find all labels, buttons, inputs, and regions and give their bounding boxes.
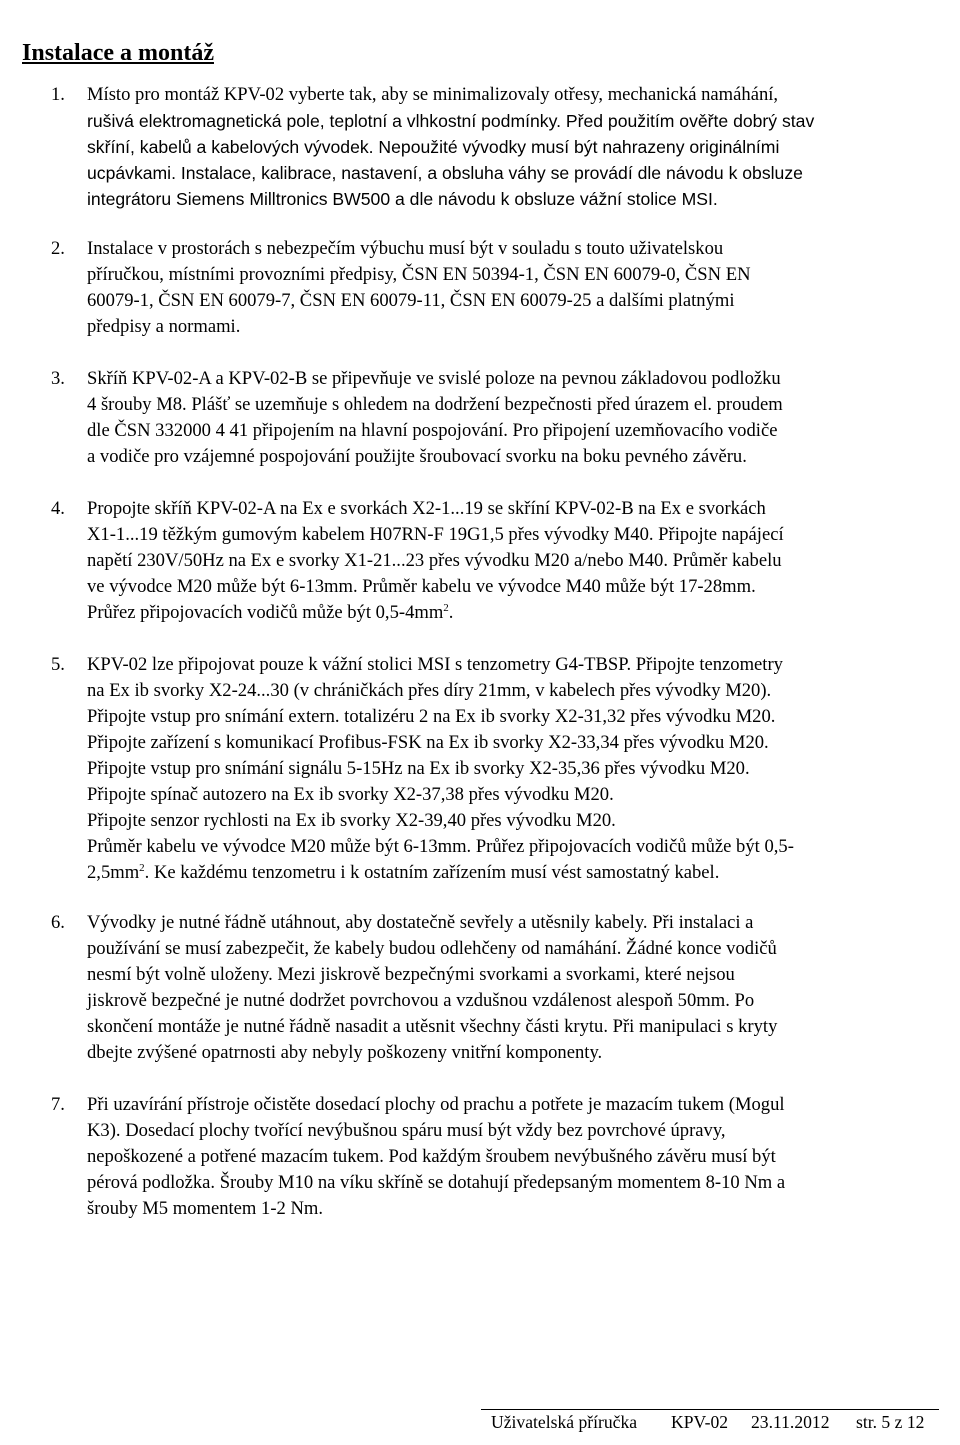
- item-line: nesmí být volně uloženy. Mezi jiskrově bezpečnými svorkami a svorkami, které nejsou: [87, 964, 735, 985]
- superscript: 2: [139, 862, 145, 874]
- list-item-2: [51, 236, 931, 340]
- item-line: Připojte vstup pro snímání extern. totalizéru 2 na Ex ib svorky X2-31,32 přes vývodku M20.: [87, 706, 776, 727]
- item-line: Vývodky je nutné řádně utáhnout, aby dostatečně sevřely a utěsnily kabely. Při instalaci a: [87, 912, 754, 933]
- item-number: 1.: [51, 84, 65, 105]
- item-line: rušivá elektromagnetická pole, teplotní a vlhkostní podmínky. Před použitím ověřte dobrý stav: [87, 111, 815, 131]
- item-line: napětí 230V/50Hz na Ex e svorky X1-21...23 přes vývodku M20 a/nebo M40. Průměr kabelu: [87, 550, 782, 571]
- item-line: Při uzavírání přístroje očistěte dosedací plochy od prachu a potřete je mazacím tukem (Mogul: [87, 1094, 785, 1115]
- item-line: šrouby M5 momentem 1-2 Nm.: [87, 1198, 324, 1219]
- list-item-6: [51, 910, 931, 1066]
- item-line: předpisy a normami.: [87, 316, 241, 337]
- item-line-text: . Ke každému tenzometru i k ostatním zařízením musí vést samostatný kabel.: [144, 862, 720, 883]
- item-line: dle ČSN 332000 4 41 připojením na hlavní pospojování. Pro připojení uzemňovacího vodiče: [87, 420, 778, 441]
- item-line: Místo pro montáž KPV-02 vyberte tak, aby se minimalizovaly otřesy, mechanická namáhání,: [87, 84, 779, 105]
- item-line: jiskrově bezpečné je nutné dodržet povrchovou a vzdušnou vzdálenost alespoň 50mm. Po: [87, 990, 755, 1011]
- item-line: Připojte senzor rychlosti na Ex ib svorky X2-39,40 přes vývodku M20.: [87, 810, 616, 831]
- item-line: pérová podložka. Šrouby M10 na víku skříně se dotahují předepsaným momentem 8-10 Nm a: [87, 1172, 786, 1193]
- item-line: nepoškozené a potřené mazacím tukem. Pod každým šroubem nevýbušného závěru musí být: [87, 1146, 776, 1167]
- item-line: Propojte skříň KPV-02-A na Ex e svorkách X2-1...19 se skříní KPV-02-B na Ex e svorkách: [87, 498, 766, 519]
- footer-page-number: str. 5 z 12: [856, 1412, 925, 1432]
- item-line: Připojte zařízení s komunikací Profibus-FSK na Ex ib svorky X2-33,34 přes vývodku M20.: [87, 732, 769, 753]
- item-number: 4.: [51, 498, 65, 519]
- list-item-3: [51, 366, 931, 470]
- item-line: K3). Dosedací plochy tvořící nevýbušnou spáru musí být vždy bez povrchové úpravy,: [87, 1120, 726, 1141]
- list-item-4: [51, 496, 931, 626]
- item-line-text: 2,5mm: [87, 862, 140, 883]
- footer-product: KPV-02: [671, 1412, 729, 1432]
- list-item-7: [51, 1092, 931, 1222]
- item-line: Připojte spínač autozero na Ex ib svorky X2-37,38 přes vývodku M20.: [87, 784, 614, 805]
- item-number: 6.: [51, 912, 65, 933]
- item-line: na Ex ib svorky X2-24...30 (v chráničkách přes díry 21mm, v kabelech přes vývodky M20).: [87, 680, 772, 701]
- item-line: integrátoru Siemens Milltronics BW500 a dle návodu k obsluze vážní stolice MSI.: [87, 189, 718, 209]
- item-number: 3.: [51, 368, 65, 389]
- item-line: ve vývodce M20 může být 6-13mm. Průměr kabelu ve vývodce M40 může být 17-28mm.: [87, 576, 756, 597]
- item-line: používání se musí zabezpečit, že kabely budou odlehčeny od namáhání. Žádné konce vodičů: [87, 938, 777, 959]
- list-item-1: [51, 82, 931, 212]
- footer-title: Uživatelská příručka: [491, 1412, 638, 1432]
- item-line: Instalace v prostorách s nebezpečím výbuchu musí být v souladu s touto uživatelskou: [87, 238, 724, 259]
- item-line: příručkou, místními provozními předpisy, ČSN EN 50394-1, ČSN EN 60079-0, ČSN EN: [87, 264, 751, 285]
- item-line: Připojte vstup pro snímání signálu 5-15Hz na Ex ib svorky X2-35,36 přes vývodku M20.: [87, 758, 750, 779]
- item-line: [87, 600, 931, 626]
- item-line: 4 šrouby M8. Plášť se uzemňuje s ohledem na dodržení bezpečnosti před úrazem el. proudem: [87, 394, 783, 415]
- item-line-text: Průřez připojovacích vodičů může být 0,5-4mm: [87, 602, 444, 623]
- item-line: dbejte zvýšené opatrnosti aby nebyly poškozeny vnitřní komponenty.: [87, 1042, 603, 1063]
- item-line: Skříň KPV-02-A a KPV-02-B se připevňuje ve svislé poloze na pevnou základovou podložku: [87, 368, 781, 389]
- item-line: KPV-02 lze připojovat pouze k vážní stolici MSI s tenzometry G4-TBSP. Připojte tenzometry: [87, 654, 783, 675]
- item-line: 60079-1, ČSN EN 60079-7, ČSN EN 60079-11, ČSN EN 60079-25 a dalšími platnými: [87, 290, 735, 311]
- item-line: skříní, kabelů a kabelových vývodek. Nepoužité vývodky musí být nahrazeny originálními: [87, 137, 780, 157]
- item-line: ucpávkami. Instalace, kalibrace, nastavení, a obsluha váhy se provádí dle návodu k obsluze: [87, 163, 803, 183]
- section-heading: Instalace a montáž: [22, 40, 214, 66]
- item-line: a vodiče pro vzájemné pospojování použijte šroubovací svorku na boku pevného závěru.: [87, 446, 747, 467]
- item-line: [87, 860, 931, 886]
- item-line: Průměr kabelu ve vývodce M20 může být 6-13mm. Průřez připojovacích vodičů může být 0,5-: [87, 836, 794, 857]
- item-number: 7.: [51, 1094, 65, 1115]
- superscript: 2: [443, 602, 449, 614]
- item-number: 5.: [51, 654, 65, 675]
- item-line: X1-1...19 těžkým gumovým kabelem H07RN-F 19G1,5 přes vývodky M40. Připojte napájecí: [87, 524, 784, 545]
- footer-date: 23.11.2012: [751, 1412, 830, 1432]
- item-line: skončení montáže je nutné řádně nasadit a utěsnit všechny části krytu. Při manipulaci s kryty: [87, 1016, 778, 1037]
- page-footer: [481, 1409, 939, 1434]
- list-item-5: [51, 652, 931, 886]
- item-number: 2.: [51, 238, 65, 259]
- item-line-text: .: [448, 602, 454, 623]
